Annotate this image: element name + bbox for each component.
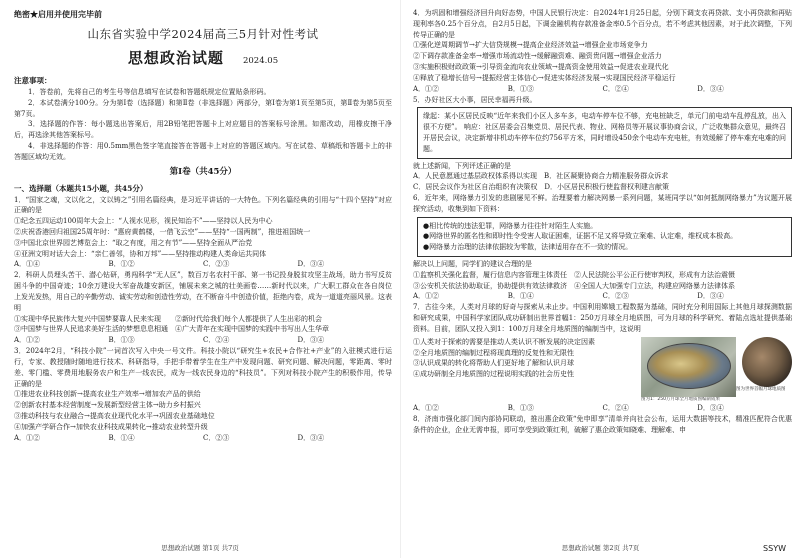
option-a: A．①② [413, 84, 440, 93]
corner-badge: SSYW [763, 544, 786, 553]
material-box [417, 217, 792, 257]
question-2 [14, 270, 392, 346]
exam-title: 山东省实验中学2024届高三5月针对性考试 [87, 27, 319, 41]
option-a: A．①② [14, 336, 41, 345]
option-b: B．①④ [507, 292, 534, 301]
question-item: ①纪念五四运动100周年大会上：“人视水见形，视民知治不”——坚持以人民为中心 [14, 217, 273, 226]
question-item: ④成功研制全月地质图的过程说明实践的社会历史性 [413, 370, 574, 379]
question-item: A．人民意愿通过基层政权体系得以实现 B．社区凝聚协商合力精准服务群众诉求 [413, 172, 669, 181]
question-stem: 1．“国家之魂，文以化之，文以铸之”引用名篇经典，是习近平讲话的一大特色。下列名篇经典的引用与“十四个坚持”对应正确的是 [14, 195, 392, 215]
question-item: ③中国北京世界园艺博览会上：“取之有度，用之有节”——坚持全面从严治党 [14, 238, 253, 247]
question-stem: 5．办好社区大小事，居民幸福再升级。 [413, 95, 537, 104]
figure-caption: 图为1：250万月球全月地质图编制成果 [641, 396, 720, 402]
notice-item: 3．选择题的作答：每小题选出答案后，用2B铅笔把答题卡上对应题目的答案标号涂黑。如需改动，用橡皮擦干净后，再选涂其他答案标号。 [14, 120, 392, 140]
option-c: C．②④ [602, 84, 629, 93]
question-item: ①实现中华民族伟大复兴中国梦要靠人民来实现 ②新时代给我们每个人都提供了人生出彩的机会 [14, 314, 322, 323]
option-a: A．①② [14, 433, 41, 442]
option-b: B．①② [108, 260, 135, 269]
question-options [14, 259, 392, 270]
option-d: D．③④ [697, 403, 724, 412]
question-item: ③推动科技与农业融合→提高农业现代化水平→巩固农业基础地位 [14, 411, 215, 420]
option-d: D．③④ [297, 433, 325, 442]
option-d: D．③④ [297, 260, 325, 269]
question-item: ②下调存款准备金率→增强市场流动性→缓解融资难、融资贵问题→增强企业活力 [413, 52, 662, 61]
figures [641, 337, 792, 403]
question-stem: 7．古往今来，人类对月球的好奇与探索从未止步。中国利用嫦娥工程数据为基础，同时充分利用国际上其他月球探测数据和研究成果，中国科学家团队成功研制出世界首幅1：250万月球全月地质图，可为月球的科学研究、着陆点选址提供基础资料。目前，团队又投入到1：100万月球全月地质图的编制当中，这说明 [413, 303, 792, 333]
exam-date: 2024.05 [242, 56, 279, 66]
question-stem: 6．近年来，网络暴力引发的悲剧屡见不鲜。治理要着力解决网暴一系列问题，某班同学以“如何抵制网络暴力”为议题开展探究活动，收集到如下资料： [413, 193, 792, 213]
option-d: D．③④ [697, 84, 724, 93]
option-b: B．①③ [507, 403, 534, 412]
option-a: A．①② [413, 403, 440, 412]
question-stem: 8．济南市强化部门间内部协同联动，推出惠企政策“免申即享”清单并向社会公布，运用大数据等技术，精准匹配符合优惠条件的企业，企业无需申报，即可享受到政策红利，破解了惠企政策知晓难、理解难、申 [413, 414, 792, 434]
question-item: ④释放了稳增长信号→提振经营主体信心→促进实体经济发展→实现国民经济平稳运行 [413, 73, 676, 82]
page-footer-left: 思想政治试题 第1页 共7页 [161, 544, 239, 552]
option-c: C．②③ [602, 292, 629, 301]
option-d: D．③④ [297, 336, 325, 345]
notice-item: 1．答卷前，先将自己的考生号等信息填写在试卷和答题纸规定位置贴条形码。 [28, 88, 271, 96]
figure-moon-globe [736, 337, 792, 393]
option-c: C．②③ [203, 433, 230, 442]
notice-item: 4．非选择题的作答：用0.5mm黑色签字笔直接答在答题卡上对应的答题区域内。写在试卷、草稿纸和答题卡上的非答题区域均无效。 [14, 141, 392, 161]
question-item: ①监察机关强化监督，履行信息内容管理主体责任 ②人民法院公平公正行使审判权，形成有力法治震慑 [413, 270, 735, 279]
notice-heading: 注意事项： [14, 76, 52, 85]
question-item: ④加强产学研合作→加快农业科技成果转化→推动农业转型升级 [14, 422, 208, 431]
question-7 [413, 302, 792, 413]
question-item: C．居民会议作为社区自治组织有决策权 D．小区居民积极行使监督权利建言献策 [413, 183, 669, 192]
option-c: C．②③ [203, 260, 230, 269]
page-right [400, 0, 800, 558]
question-item: ②庆祝香港回归祖国25周年时：“惠府黄鹤楼，一借飞云空”——坚持“一国两制”，推进祖国统一 [14, 227, 311, 236]
part1-title: 第Ⅰ卷（共45分） [169, 166, 237, 177]
section1-title: 一、选择题（本题共15小题，共45分） [14, 183, 148, 193]
question-stem: 4．为巩固和增强经济回升向好态势，中国人民银行决定：自2024年1月25日起，分别下调支农再贷款、支小再贷款和再贴现利率各0.25个百分点，自2月5日起，下调金融机构存款准备金率0.5个百分点，若不考虑其他因素，对于此次调整，下列传导正确的是 [413, 9, 792, 39]
question-options [413, 291, 792, 302]
moon-map-image [641, 337, 736, 397]
option-b: B．①③ [108, 336, 135, 345]
question-item: ②全月地质图的编制过程将现真理的反复性和无限性 [413, 348, 574, 357]
subject-line [14, 48, 392, 71]
notice-item: 2．本试卷满分100分。分为第Ⅰ卷（选择题）和第Ⅱ卷（非选择题）两部分，第Ⅰ卷为第1页至第5页，第Ⅱ卷为第5页至第7页。 [14, 98, 392, 118]
question-item: ①人类对于探索的需要是推动人类认识不断发展的决定因素 [413, 337, 595, 346]
material-item: ●相比传统的违法犯罪，网络暴力往往针对陌生人实施。 [423, 221, 598, 230]
material-item: ●网络世界的匿名性和即时性令受害人取证困难，证据不足又将导致立案难、认定难，维权成本极高。 [423, 232, 738, 241]
question-5 [413, 95, 792, 193]
question-options [413, 84, 792, 95]
option-b: B．①④ [108, 433, 135, 442]
question-3 [14, 346, 392, 443]
question-item: ③中国梦与世界人民追求美好生活的梦想息息相通 ④广大青年在实现中国梦的实践中书写出人生华章 [14, 325, 329, 334]
question-options [14, 335, 392, 346]
question-6 [413, 193, 792, 302]
secret-mark: 绝密★启用并使用完毕前 [14, 9, 102, 19]
option-b: B．①③ [507, 84, 534, 93]
option-d: D．③④ [697, 292, 724, 301]
material-item: ●网络暴力治理的法律依据较为零散，法律适用存在不一致的情况。 [423, 243, 633, 252]
page-footer-right: 思想政治试题 第2页 共7页 [561, 544, 640, 552]
figure-caption: 图为世界首幅月球地质图 [736, 386, 786, 392]
question-stem: 3．2024年2月，“科技小院”一词首次写入中央一号文件。科技小院以“研究生+农民+合作社+产业”的入驻模式进行运行，专家、教授随时随地进行技术、科研指导，手把手带着学生在生产中发现问题、研究问题、解决问题，零距离、零时差、零门槛、零费用地服务农户和生产一线农民，成为一线农民身边的“科技员”。下列对科技小院产生的积极作用，传导正确的是 [14, 347, 392, 388]
question-item: ③公安机关依法协助取证，协助提供有效法律救济 ④全国人大加强专门立法，构建应网络暴力法律体系 [413, 281, 735, 290]
question-follow: 就上述新闻，下列评述正确的是 [413, 161, 511, 170]
question-options [413, 403, 792, 414]
option-a: A．①② [413, 292, 440, 301]
question-items [413, 337, 635, 403]
moon-globe-image [742, 337, 792, 387]
option-a: A．①④ [14, 260, 41, 269]
material-box: 缘起：某小区居民反映“近年来我们小区人多车多，电动车停车位不够，充电桩缺乏，单元门前电动车乱停乱放，出入很不方便”。 响应：社区居委会召集党员、居民代表、物业、网格员等开展议事协商会议，广泛收集群众意见，最终召开居民会议，决定新增非机动车停车位约756平方米，同时增设450余个电动车充电桩，有效缓解了停车难充电难的问题。 [417, 107, 792, 158]
question-options [14, 433, 392, 444]
question-item: ①推进农业科技创新→提高农业生产效率→增加农产品的供给 [14, 390, 201, 399]
question-stem: 2．科研人员埋头苦干、潜心钻研，勇闯科学“无人区”，数百万名农村干部、第一书记投身脱贫攻坚主战场，助力书写反贫困斗争的中国奇迹；10余万建设大军奋战雄安新区，铺展未来之城的壮美画卷……新时代以来，广大职工群众在各自岗位上发光发热，用自己的辛勤劳动、诚实劳动和创造性劳动，在不断奋斗中创造价值，拒绝内卷，成为一道道亮丽风景。这表明 [14, 271, 392, 312]
question-item: ②创新农村基本经营制度→发展新型经营主体→助力乡村振兴 [14, 401, 201, 410]
question-item: ①强化逆周期调节→扩大信贷规模→提高企业经济效益→增强企业市场竞争力 [413, 41, 648, 50]
question-item: ③实施积极财政政策→引导资金流向农业领域→提高资金使用效益→促进农业现代化 [413, 62, 669, 71]
question-4 [413, 8, 792, 95]
question-8 [413, 414, 792, 436]
question-follow: 解决以上问题，同学们的建议合理的是 [413, 259, 532, 268]
figure-row [413, 337, 792, 403]
option-c: C．②④ [203, 336, 230, 345]
subject-title: 思想政治试题 [127, 49, 224, 67]
question-item: ③认识成果的转化将帮助人们更好地了解和认识月球 [413, 359, 574, 368]
question-item: ④亚洲文明对话大会上：“亲仁善邻，协和万邦”——坚持推动构建人类命运共同体 [14, 249, 267, 258]
figure-moon-map [641, 337, 736, 403]
option-c: C．②④ [602, 403, 629, 412]
question-1 [14, 195, 392, 271]
